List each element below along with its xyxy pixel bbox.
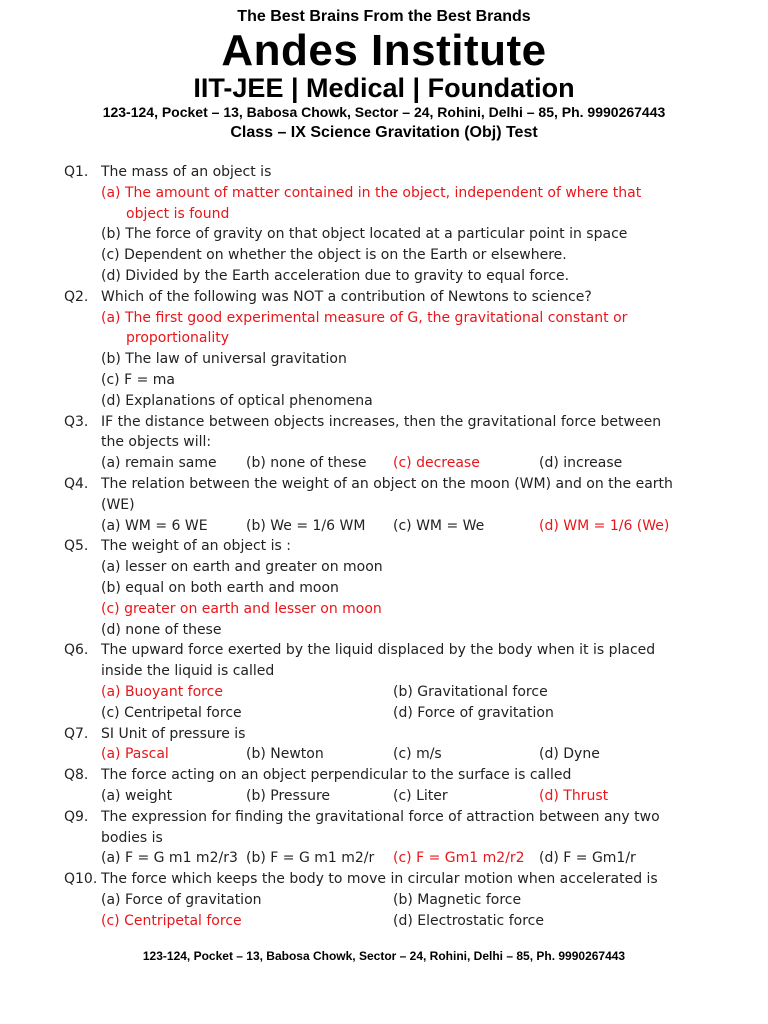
answer-option: (c) Centripetal force [101, 704, 242, 721]
answer-option: (c) WM = We [393, 517, 485, 534]
options-row [0, 453, 768, 474]
footer-address: 123-124, Pocket – 13, Babosa Chowk, Sector – 24, Rohini, Delhi – 85, Ph. 9990267443 [142, 949, 626, 963]
answer-option: (b) Pressure [246, 787, 331, 804]
question-number: Q4. [64, 475, 89, 492]
question-7 [0, 724, 768, 745]
options-row [0, 703, 768, 724]
answer-option: (d) Dyne [539, 746, 600, 763]
answer-option-correct: (c) decrease [393, 455, 480, 472]
question-text: Which of the following was NOT a contribution of Newtons to science? [101, 288, 592, 305]
answer-option: (d) increase [539, 455, 623, 472]
question-text-continued: inside the liquid is called [101, 663, 275, 680]
answer-option-correct: (c) F = Gm1 m2/r2 [393, 850, 525, 867]
answer-option: (d) Explanations of optical phenomena [101, 392, 373, 409]
question-2 [0, 287, 768, 308]
question-3 [0, 412, 768, 433]
answer-option: (a) F = G m1 m2/r3 [101, 850, 238, 867]
answer-option: (a) remain same [101, 455, 217, 472]
answer-option-correct: (d) WM = 1/6 (We) [539, 517, 670, 534]
question-number: Q2. [64, 288, 89, 305]
answer-option-correct: (a) The amount of matter contained in the object, independent of where that [101, 184, 642, 201]
answer-option: (b) equal on both earth and moon [101, 579, 339, 596]
question-text-continued: bodies is [101, 829, 163, 846]
answer-option: (b) We = 1/6 WM [246, 517, 366, 534]
options-row [0, 744, 768, 765]
question-text: IF the distance between objects increases, then the gravitational force between [101, 413, 662, 430]
answer-option: (c) Dependent on whether the object is on the Earth or elsewhere. [101, 247, 567, 264]
question-number: Q10. [64, 871, 98, 888]
question-number: Q7. [64, 725, 89, 742]
question-text: SI Unit of pressure is [101, 725, 246, 742]
header-address: 123-124, Pocket – 13, Babosa Chowk, Sector – 24, Rohini, Delhi – 85, Ph. 9990267443 [102, 104, 666, 120]
answer-option: (d) Electrostatic force [393, 912, 544, 929]
answer-option-correct: (c) Centripetal force [101, 912, 242, 929]
answer-option: (d) F = Gm1/r [539, 850, 636, 867]
answer-option: (b) Gravitational force [393, 683, 548, 700]
options-row [0, 516, 768, 537]
options-row [0, 890, 768, 911]
question-list [0, 162, 768, 931]
question-number: Q3. [64, 413, 89, 430]
question-text: The force which keeps the body to move in circular motion when accelerated is [101, 871, 658, 888]
question-10 [0, 869, 768, 890]
answer-option: (b) none of these [246, 455, 367, 472]
answer-option: (b) The force of gravity on that object located at a particular point in space [101, 226, 628, 243]
question-number: Q8. [64, 767, 89, 784]
question-text: The upward force exerted by the liquid displaced by the body when it is placed [101, 642, 656, 659]
answer-option-correct: (d) Thrust [539, 787, 609, 804]
answer-option-correct: (a) Pascal [101, 746, 169, 763]
answer-option: (d) Divided by the Earth acceleration due to gravity to equal force. [101, 267, 570, 284]
answer-option-correct: (c) greater on earth and lesser on moon [101, 600, 382, 617]
answer-option-correct-continued: object is found [126, 205, 230, 222]
question-text: The weight of an object is : [101, 538, 291, 555]
answer-option: (b) Newton [246, 746, 324, 763]
question-number: Q1. [64, 164, 89, 180]
test-title: Class – IX Science Gravitation (Obj) Test [230, 124, 538, 141]
question-5 [0, 536, 768, 557]
answer-option: (a) WM = 6 WE [101, 517, 208, 534]
answer-option-correct: (a) Buoyant force [101, 683, 223, 700]
answer-option: (c) Liter [393, 787, 448, 804]
answer-option: (a) weight [101, 787, 173, 804]
institute-subtitle: IIT-JEE | Medical | Foundation [193, 73, 575, 103]
answer-option-correct-continued: proportionality [126, 330, 230, 347]
question-9 [0, 807, 768, 828]
options-row [0, 911, 768, 932]
answer-option: (b) F = G m1 m2/r [246, 850, 375, 867]
institute-name: Andes Institute [221, 26, 547, 75]
question-4 [0, 474, 768, 495]
options-row [0, 682, 768, 703]
question-1 [0, 162, 768, 183]
question-number: Q5. [64, 538, 89, 555]
answer-option: (b) The law of universal gravitation [101, 351, 347, 368]
question-number: Q9. [64, 808, 89, 825]
question-8 [0, 765, 768, 786]
question-6 [0, 640, 768, 661]
question-text: The mass of an object is [101, 164, 272, 180]
question-text-continued: (WE) [101, 496, 135, 513]
question-text: The force acting on an object perpendicular to the surface is called [101, 767, 572, 784]
options-row [0, 786, 768, 807]
answer-option: (a) lesser on earth and greater on moon [101, 559, 383, 576]
question-text: The relation between the weight of an object on the moon (WM) and on the earth [101, 475, 673, 492]
options-row [0, 848, 768, 869]
answer-option: (c) F = ma [101, 371, 175, 388]
answer-option: (b) Magnetic force [393, 891, 522, 908]
question-text-continued: the objects will: [101, 434, 212, 451]
answer-option: (c) m/s [393, 746, 442, 763]
answer-option-correct: (a) The first good experimental measure of G, the gravitational constant or [101, 309, 628, 326]
answer-option: (a) Force of gravitation [101, 891, 262, 908]
question-text: The expression for finding the gravitational force of attraction between any two [101, 808, 660, 825]
tagline: The Best Brains From the Best Brands [237, 8, 531, 25]
question-number: Q6. [64, 642, 89, 659]
answer-option: (d) none of these [101, 621, 222, 638]
answer-option: (d) Force of gravitation [393, 704, 554, 721]
